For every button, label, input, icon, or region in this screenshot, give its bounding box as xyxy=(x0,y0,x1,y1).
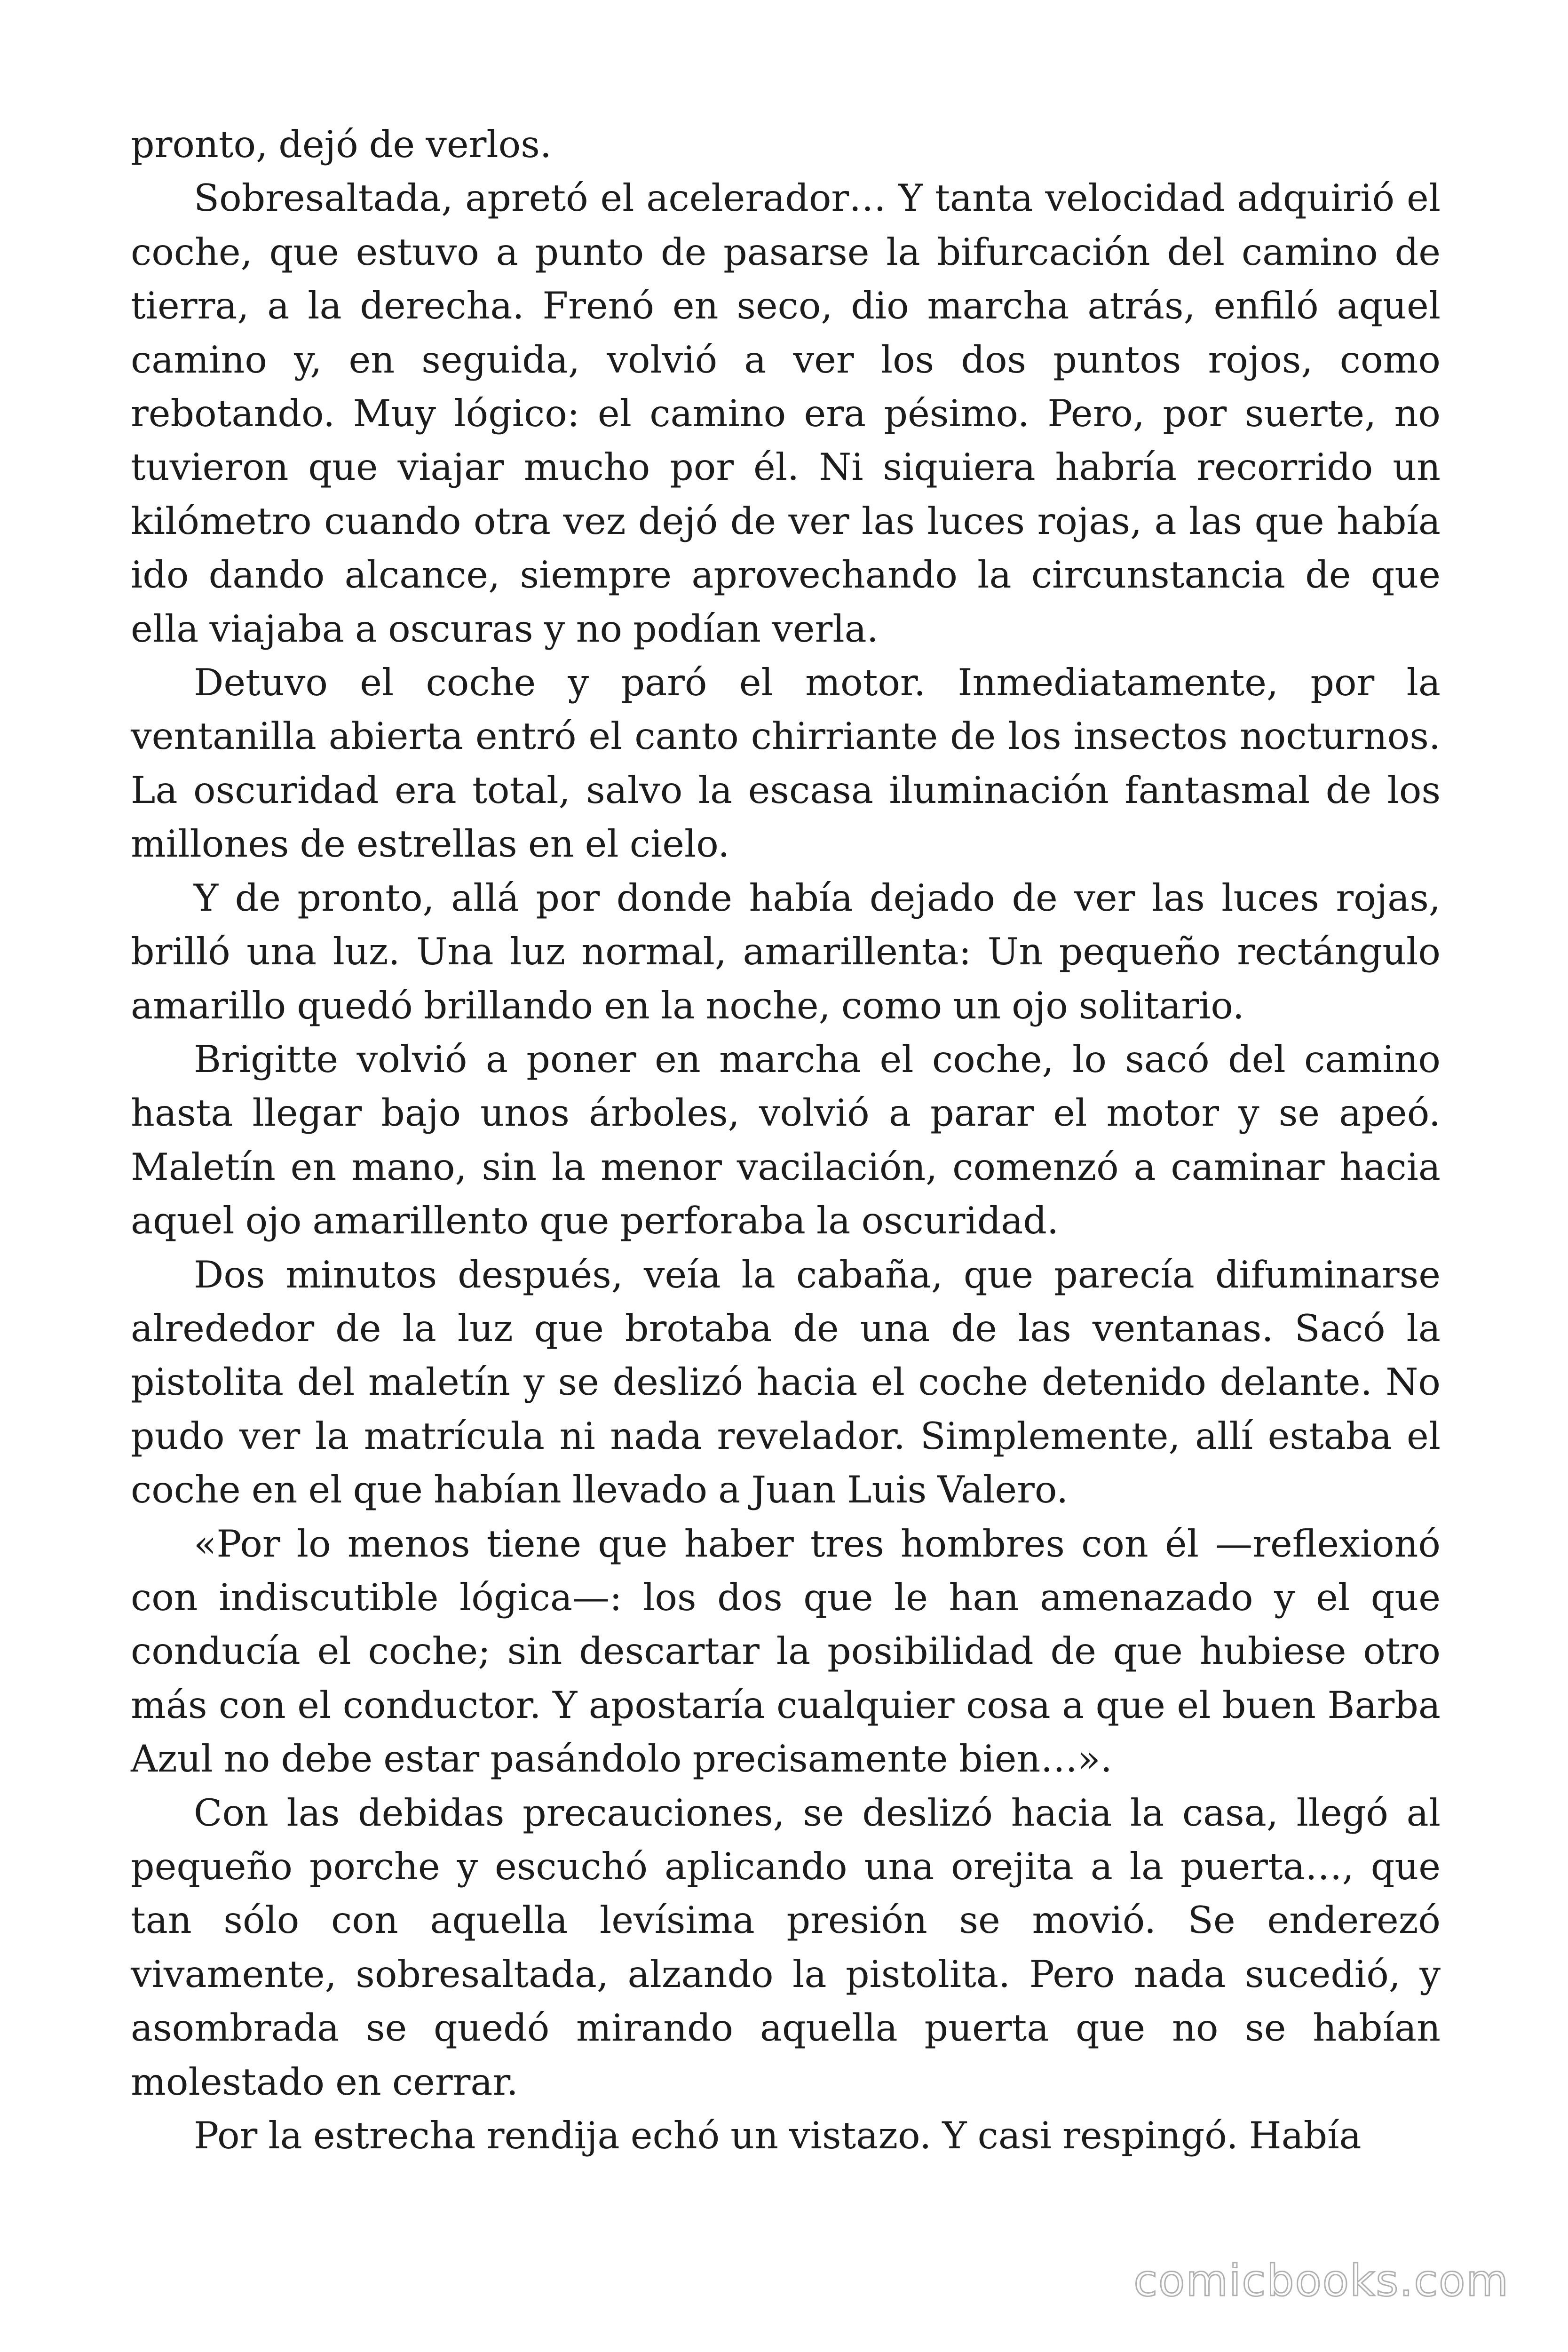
paragraph-continuation: pronto, dejó de verlos. xyxy=(131,123,552,166)
body-text xyxy=(131,118,1441,2162)
paragraph: «Por lo menos tiene que haber tres hombres con él —reflexionó con indiscutible lógica—: los dos que le han amenazado y el que conducía el coche; sin descartar la posibilidad de que hubiese otro más con el conductor. Y apostaría cualquier cosa a que el buen Barba Azul no debe estar pasándolo precisamente bien…». xyxy=(131,1522,1441,1781)
paragraph: Detuvo el coche y paró el motor. Inmediatamente, por la ventanilla abierta entró el canto chirriante de los insectos nocturnos. La oscuridad era total, salvo la escasa iluminación fantasmal de los millones de estrellas en el cielo. xyxy=(131,661,1441,866)
paragraph: Con las debidas precauciones, se deslizó hacia la casa, llegó al pequeño porche y escuchó aplicando una orejita a la puerta…, que tan sólo con aquella levísima presión se movió. Se enderezó vivamente, sobresaltada, alzando la pistolita. Pero nada sucedió, y asombrada se quedó mirando aquella puerta que no se habían molestado en cerrar. xyxy=(131,1791,1441,2104)
paragraph-last: Por la estrecha rendija echó un vistazo. Y casi respingó. Había xyxy=(194,2114,1362,2158)
watermark: comicbooks.com xyxy=(1133,2256,1509,2306)
paragraph: Brigitte volvió a poner en marcha el coche, lo sacó del camino hasta llegar bajo unos árboles, volvió a parar el motor y se apeó. Maletín en mano, sin la menor vacilación, comenzó a caminar hacia aquel ojo amarillento que perforaba la oscuridad. xyxy=(131,1037,1441,1243)
paragraph: Y de pronto, allá por donde había dejado de ver las luces rojas, brilló una luz. Una luz normal, amarillenta: Un pequeño rectángulo amarillo quedó brillando en la noche, como un ojo solitario. xyxy=(131,876,1441,1027)
paragraph: Dos minutos después, veía la cabaña, que parecía difuminarse alrededor de la luz que brotaba de una de las ventanas. Sacó la pistolita del maletín y se deslizó hacia el coche detenido delante. No pudo ver la matrícula ni nada revelador. Simplemente, allí estaba el coche en el que habían llevado a Juan Luis Valero. xyxy=(131,1253,1441,1512)
paragraph: Sobresaltada, apretó el acelerador… Y tanta velocidad adquirió el coche, que estuvo a punto de pasarse la bifurcación del camino de tierra, a la derecha. Frenó en seco, dio marcha atrás, enfiló aquel camino y, en seguida, volvió a ver los dos puntos rojos, como rebotando. Muy lógico: el camino era pésimo. Pero, por suerte, no tuvieron que viajar mucho por él. Ni siquiera habría recorrido un kilómetro cuando otra vez dejó de ver las luces rojas, a las que había ido dando alcance, siempre aprovechando la circunstancia de que ella viajaba a oscuras y no podían verla. xyxy=(131,176,1441,651)
